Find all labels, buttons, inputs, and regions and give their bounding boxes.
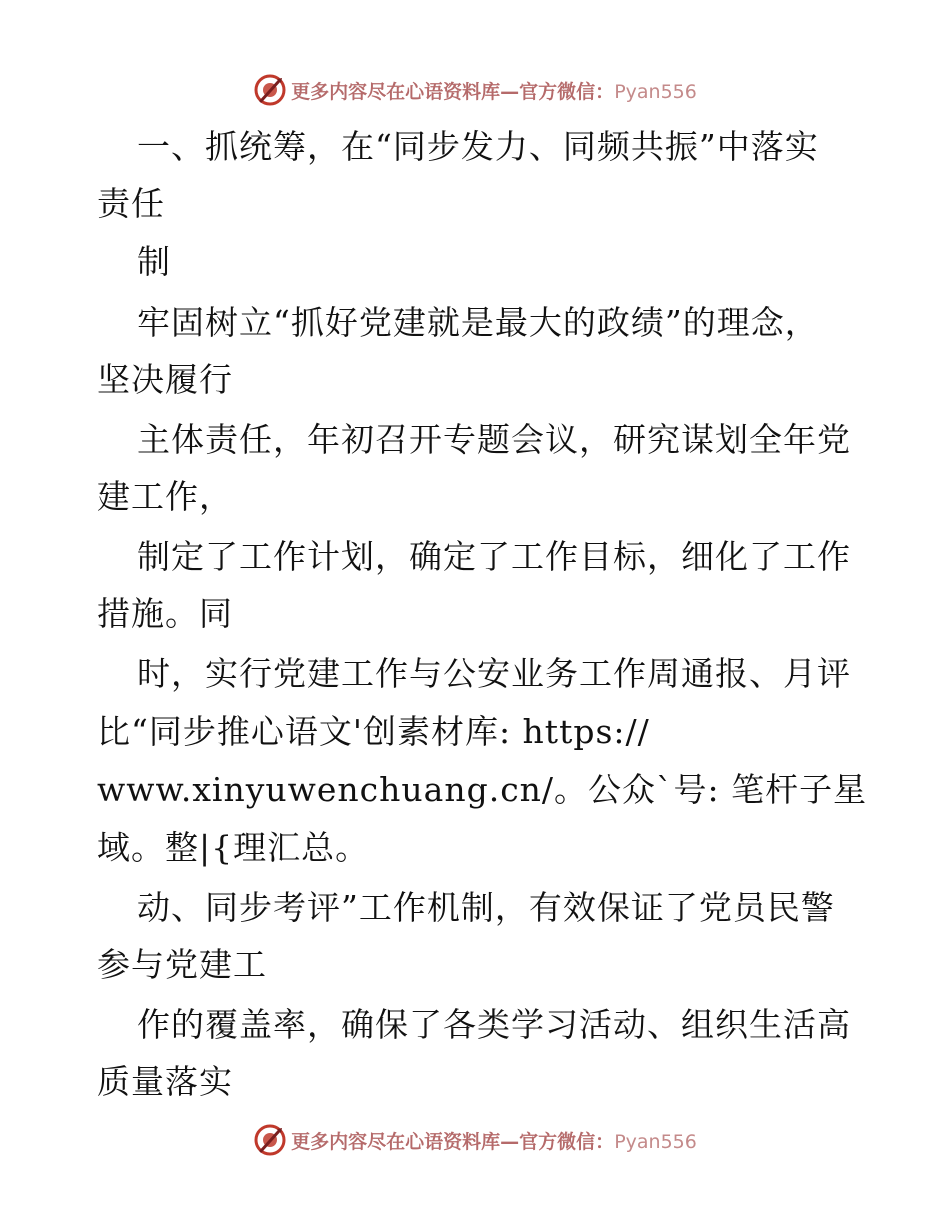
watermark-dash-label: —官方微信： — [500, 80, 615, 103]
text-line: 建工作， — [97, 477, 233, 516]
watermark-dash-label: —官方微信： — [500, 1130, 615, 1153]
text-line: 一、抓统筹，在“同步发力、同频共振”中落实 — [137, 127, 819, 166]
text-line: 作的覆盖率，确保了各类学习活动、组织生活高 — [137, 1005, 851, 1044]
brand-logo-icon — [253, 73, 287, 107]
watermark-wechat-id: Pyan556 — [614, 1130, 697, 1153]
watermark-site-name: 更多内容尽在心语资料库 — [291, 80, 501, 103]
text-line: 责任 — [97, 184, 165, 223]
footer-watermark-banner — [0, 1120, 950, 1160]
watermark-text — [291, 77, 697, 104]
watermark-site-name: 更多内容尽在心语资料库 — [291, 1130, 501, 1153]
text-line: 参与党建工 — [97, 945, 267, 984]
text-line: 措施。同 — [97, 594, 233, 633]
text-line: 时，实行党建工作与公安业务工作周通报、月评 — [137, 654, 851, 693]
text-line: 动、同步考评”工作机制，有效保证了党员民警 — [137, 888, 835, 927]
text-line: 牢固树立“抓好党建就是最大的政绩”的理念， — [137, 303, 819, 342]
text-line: 主体责任，年初召开专题会议，研究谋划全年党 — [137, 420, 851, 459]
watermark-wechat-id: Pyan556 — [614, 80, 697, 103]
text-line: 质量落实 — [97, 1062, 233, 1101]
text-line: 制 — [137, 242, 171, 281]
header-watermark-banner — [0, 70, 950, 110]
text-line: www.xinyuwenchuang.cn/。公众`号: 笔杆子星 — [97, 770, 868, 809]
text-line: 域。整|{理汇总。 — [97, 828, 370, 867]
brand-logo-icon — [253, 1123, 287, 1157]
watermark-text — [291, 1127, 697, 1154]
text-line: 制定了工作计划，确定了工作目标，细化了工作 — [137, 537, 851, 576]
text-line: 坚决履行 — [97, 360, 233, 399]
text-line: 比“同步推心语文'创素材库: https:// — [97, 712, 650, 751]
